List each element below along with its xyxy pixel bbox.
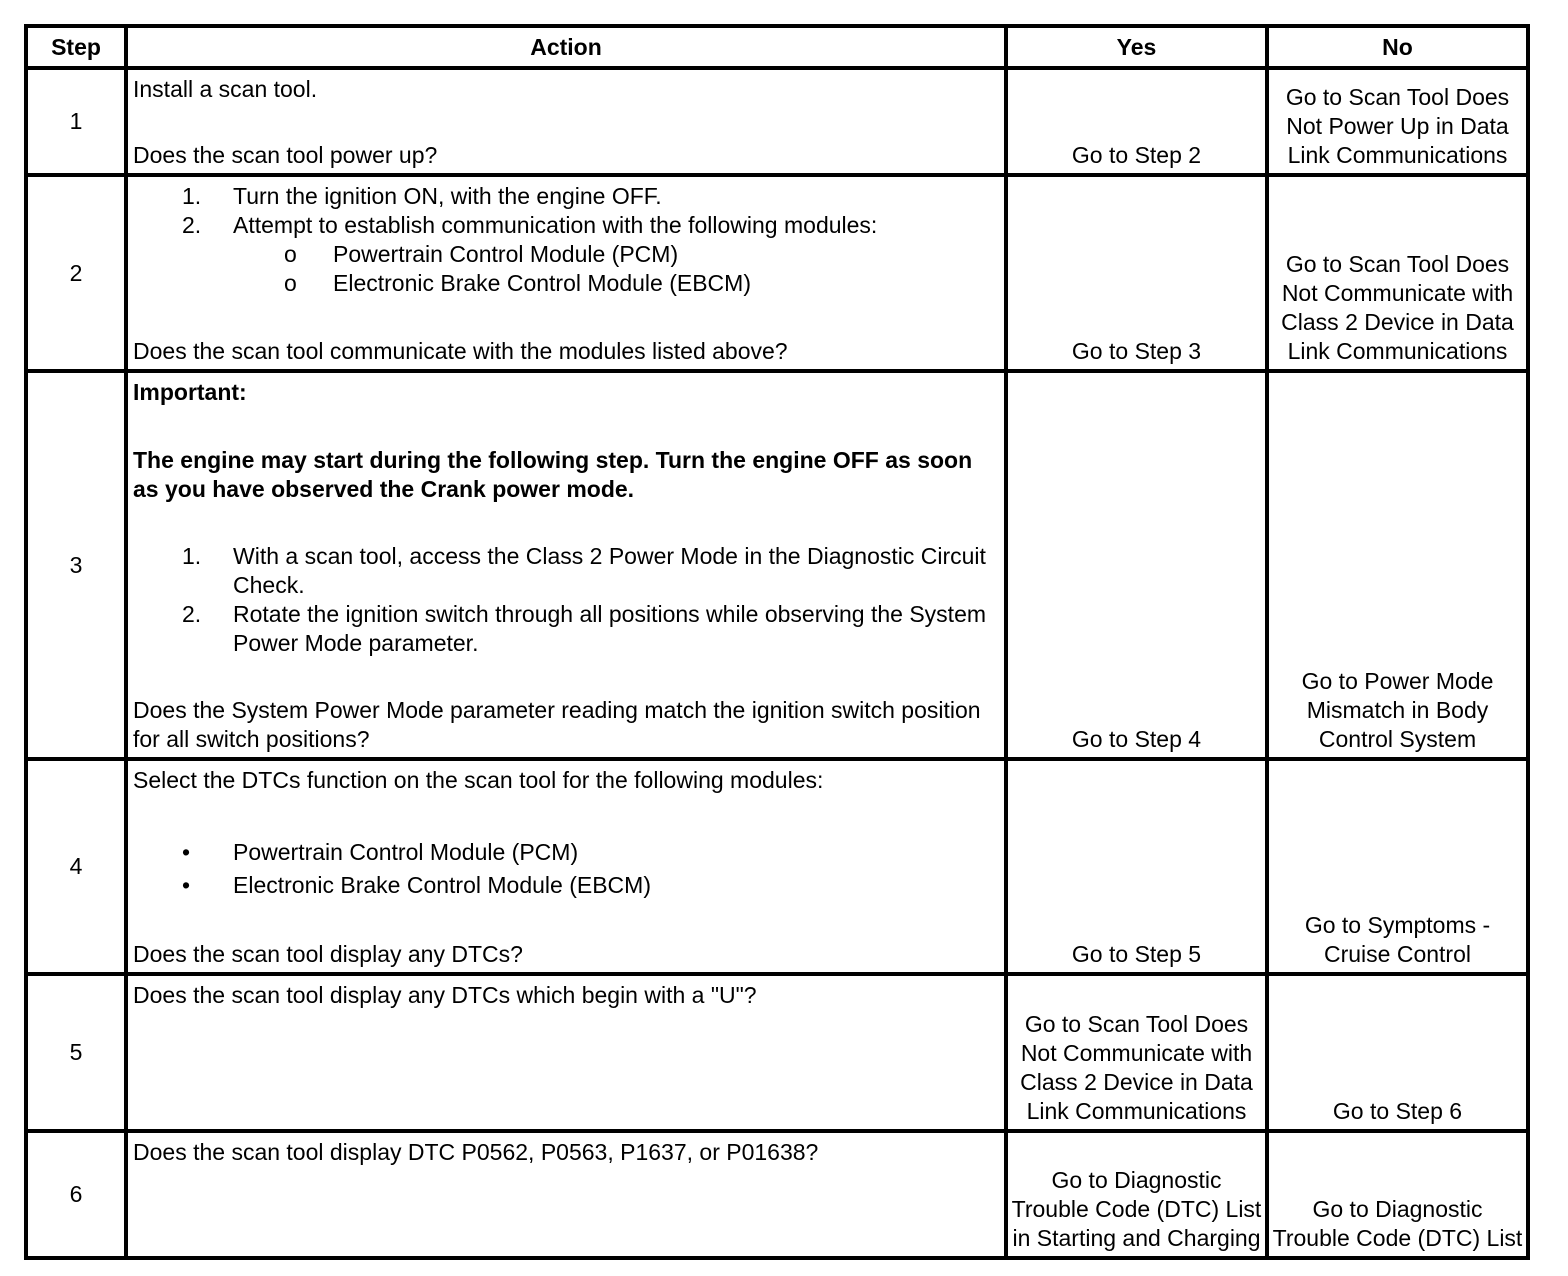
list-item-text: Electronic Brake Control Module (EBCM) [333,270,751,297]
circle-bullet-icon: o [284,241,297,268]
yes-cell: Go to Step 5 [1006,759,1267,974]
list-item-text: Attempt to establish communication with the following modules: [233,212,878,239]
list-marker: 1. [182,183,202,210]
bullet-icon: • [182,872,191,899]
action-cell [126,974,1006,1131]
no-cell: Go to Scan Tool Does Not Communicate with Class 2 Device in Data Link Communications [1267,175,1528,371]
action-question: Does the System Power Mode parameter reading match the ignition switch position for all switch positions? [133,697,981,753]
table-row-step-3 [26,371,1528,759]
table-row-step-1 [26,68,1528,175]
step-number: 5 [26,974,126,1131]
step-number: 1 [26,68,126,175]
no-cell: Go to Diagnostic Trouble Code (DTC) List [1267,1131,1528,1258]
action-cell [126,68,1006,175]
list-item [133,871,1000,900]
no-cell: Go to Symptoms - Cruise Control [1267,759,1528,974]
step-number: 3 [26,371,126,759]
sub-list [133,240,1000,298]
list-item [133,182,1000,211]
yes-cell: Go to Diagnostic Trouble Code (DTC) List in Starting and Charging [1006,1131,1267,1258]
yes-cell: Go to Scan Tool Does Not Communicate with Class 2 Device in Data Link Communications [1006,974,1267,1131]
header-no: No [1267,26,1528,68]
action-cell [126,175,1006,371]
list-marker: 2. [182,601,202,628]
list-item [133,240,1000,269]
bullet-list [133,838,1000,904]
yes-cell: Go to Step 2 [1006,68,1267,175]
table-row-step-4 [26,759,1528,974]
yes-cell: Go to Step 4 [1006,371,1267,759]
yes-cell: Go to Step 3 [1006,175,1267,371]
no-cell: Go to Step 6 [1267,974,1528,1131]
list-item [133,211,1000,240]
header-row [26,26,1528,68]
important-text: The engine may start during the following step. Turn the engine OFF as soon as you have observed the Crank power mode. [133,447,973,503]
diagnostic-table [24,24,1530,1260]
numbered-list [133,182,1000,240]
list-item-text: Powertrain Control Module (PCM) [233,839,579,866]
action-question: Does the scan tool display any DTCs which begin with a "U"? [133,982,757,1009]
list-item [133,838,1000,867]
action-intro: Select the DTCs function on the scan tool for the following modules: [133,767,824,794]
step-number: 4 [26,759,126,974]
bullet-icon: • [182,839,191,866]
no-cell: Go to Power Mode Mismatch in Body Control System [1267,371,1528,759]
step-number: 2 [26,175,126,371]
numbered-list [133,542,1000,658]
action-question: Does the scan tool display any DTCs? [133,941,523,968]
no-cell: Go to Scan Tool Does Not Power Up in Data Link Communications [1267,68,1528,175]
step-number: 6 [26,1131,126,1258]
action-question: Does the scan tool communicate with the modules listed above? [133,338,788,365]
table-row-step-2 [26,175,1528,371]
table-row-step-6 [26,1131,1528,1258]
header-action: Action [126,26,1006,68]
list-item-text: Powertrain Control Module (PCM) [333,241,679,268]
list-item-text: Electronic Brake Control Module (EBCM) [233,872,651,899]
action-intro: Install a scan tool. [133,76,318,102]
list-marker: 2. [182,212,202,239]
header-yes: Yes [1006,26,1267,68]
important-label: Important: [133,379,247,406]
action-cell [126,371,1006,759]
list-item [133,269,1000,298]
list-item-text: Rotate the ignition switch through all positions while observing the System Power Mode parameter. [233,601,987,657]
list-item-text: With a scan tool, access the Class 2 Power Mode in the Diagnostic Circuit Check. [233,543,986,599]
table-row-step-5 [26,974,1528,1131]
header-step: Step [26,26,126,68]
action-question: Does the scan tool display DTC P0562, P0563, P1637, or P01638? [133,1138,819,1165]
list-item-text: Turn the ignition ON, with the engine OFF. [233,183,662,210]
action-cell [126,759,1006,974]
list-item [133,542,1000,600]
list-marker: 1. [182,543,202,570]
list-item [133,600,1000,658]
action-question: Does the scan tool power up? [133,142,438,169]
action-cell [126,1131,1006,1258]
circle-bullet-icon: o [284,270,297,297]
